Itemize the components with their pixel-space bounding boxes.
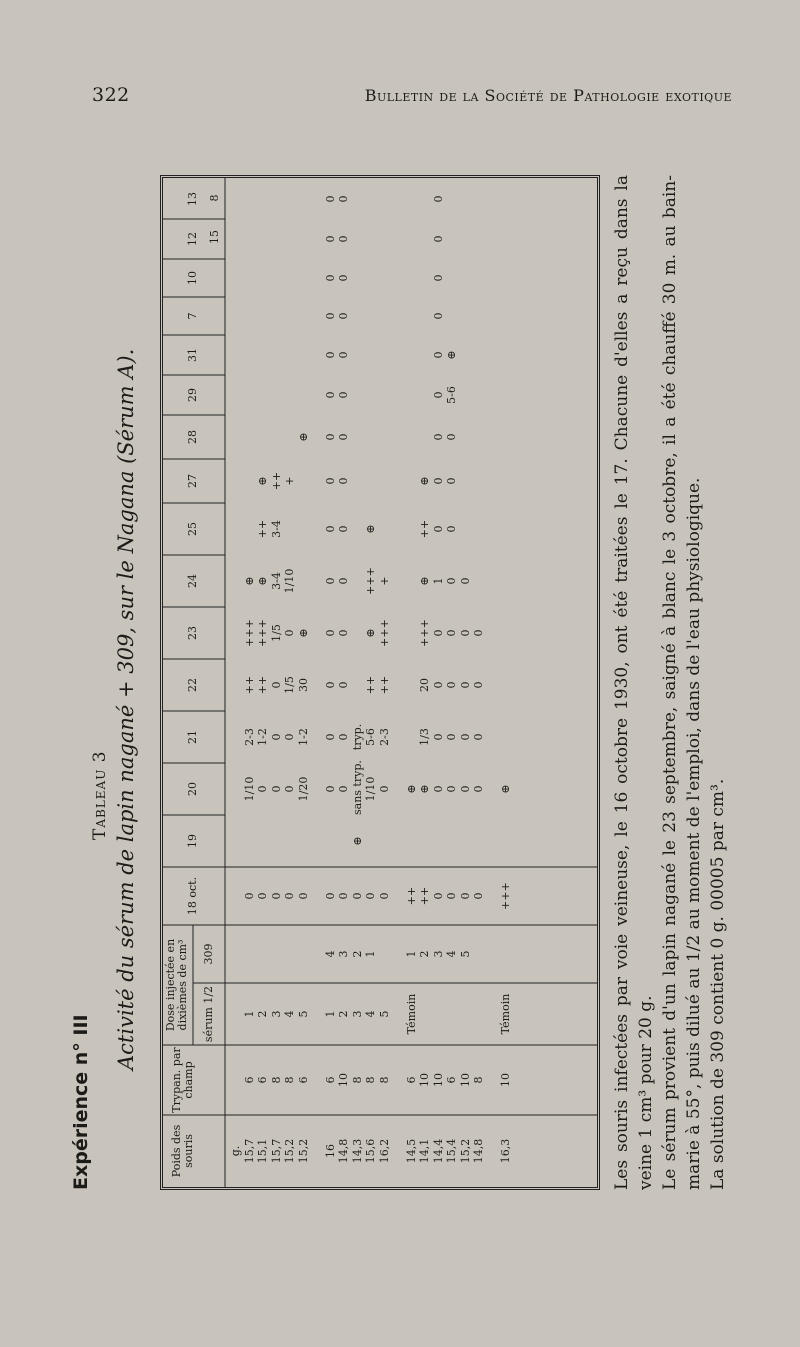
header-trypan: Trypan. par champ [170,1047,195,1113]
column-19: ⊕ [350,836,364,846]
column-27: ⊕ ++ + 0 0 ⊕ 0 0 [256,471,458,491]
experiment-heading: Expérience n° III [70,1014,92,1190]
header-date: 18 oct. [186,876,199,916]
header-date: 13 [186,192,199,206]
header-date: 25 [186,522,199,536]
header-309: 309 [202,943,215,965]
column-29: 0 0 0 5-6 [323,386,458,404]
header-date: 15 [208,230,221,244]
header-date: 21 [186,730,199,744]
table-notes [610,175,730,1190]
header-date: 12 [186,232,199,246]
header-date: 23 [186,626,199,640]
header-date: 29 [186,388,199,402]
rotated-page-content [50,130,740,1190]
column-13: 0 0 0 [323,195,445,203]
header-date: 19 [186,834,199,848]
header-date: 22 [186,678,199,692]
column-trypan: 6 6 8 8 6 6 10 8 8 8 6 10 10 6 10 8 10 [242,1073,512,1087]
column-18oct: 0 0 0 0 0 0 0 0 0 0 ++ ++ 0 0 0 0 +++ [242,882,512,910]
column-poids: g. 15,7 15,1 15,7 15,2 15,2 16 14,8 14,3 15,6 16,2 14,5 14,1 14,4 15,4 15,2 14,8 16,3 [229,1138,512,1164]
note-paragraph: Les souris infectées par voie veineuse, le 16 octobre 1930, ont été traitées le 17. Chacune d'elles a reçu dans la veine 1 cm³ pour 20 g. [612,175,656,1190]
column-31: 0 0 0 ⊕ [323,350,458,360]
note-paragraph: Le sérum provient d'un lapin nagané le 23 septembre, saigné à blanc le 3 octobre, il a été chauffé 30 m. au bain-marie à 55°, puis dilué au 1/2 au moment de l'emploi, dans de l'eau physiologique. [660,175,704,1190]
column-20: 1/10 0 0 0 1/20 0 0 sans tryp. 1/10 0 ⊕ ⊕ 0 0 0 0 ⊕ [242,760,512,815]
data-table [160,175,600,1190]
header-poids: Poids des souris [170,1124,195,1178]
column-309: 4 3 2 1 1 2 3 4 5 [323,950,472,958]
column-22: ++ ++ 0 1/5 30 0 0 ++ ++ 20 0 0 0 0 [242,675,485,695]
header-date: 24 [186,574,199,588]
header-date: 8 [208,194,221,202]
page-header [92,84,752,114]
column-serum: 1 2 3 4 5 1 2 3 4 5 Témoin Témoin [242,993,512,1035]
column-7: 0 0 0 [323,312,445,320]
note-paragraph: La solution de 309 contient 0 g. 00005 par cm³. [708,778,728,1190]
header-date: 27 [186,474,199,488]
column-24: ⊕ ⊕ 3-4 1/10 0 0 +++ + ⊕ 1 0 0 [242,567,472,595]
running-head: Bulletin de la Société de Pathologie exotique [364,86,732,105]
page-number: 322 [92,84,130,106]
column-21: 2-3 1-2 0 0 1-2 0 0 tryp. 5-6 2-3 1/3 0 0 0 0 [242,723,485,751]
column-23: +++ +++ 1/5 0 ⊕ 0 0 ⊕ +++ +++ 0 0 0 0 [242,619,485,647]
column-28: ⊕ 0 0 0 0 [296,432,458,442]
column-10: 0 0 0 [323,274,445,282]
table-label: Tableau 3 [90,750,110,840]
header-date: 7 [186,312,199,320]
header-date: 28 [186,430,199,444]
table-title: Activité du sérum de lapin nagané + 309, sur le Nagana (Sérum A). [114,348,138,1070]
header-dose: Dose injectée en dixièmes de cm³ [164,938,189,1032]
header-date: 10 [186,271,199,285]
header-date: 20 [186,782,199,796]
column-25: ++ 3-4 0 0 ⊕ ++ 0 0 [256,519,458,539]
header-serum: sérum 1/2 [202,985,215,1043]
column-12: 0 0 0 [323,235,445,243]
header-date: 31 [186,348,199,362]
